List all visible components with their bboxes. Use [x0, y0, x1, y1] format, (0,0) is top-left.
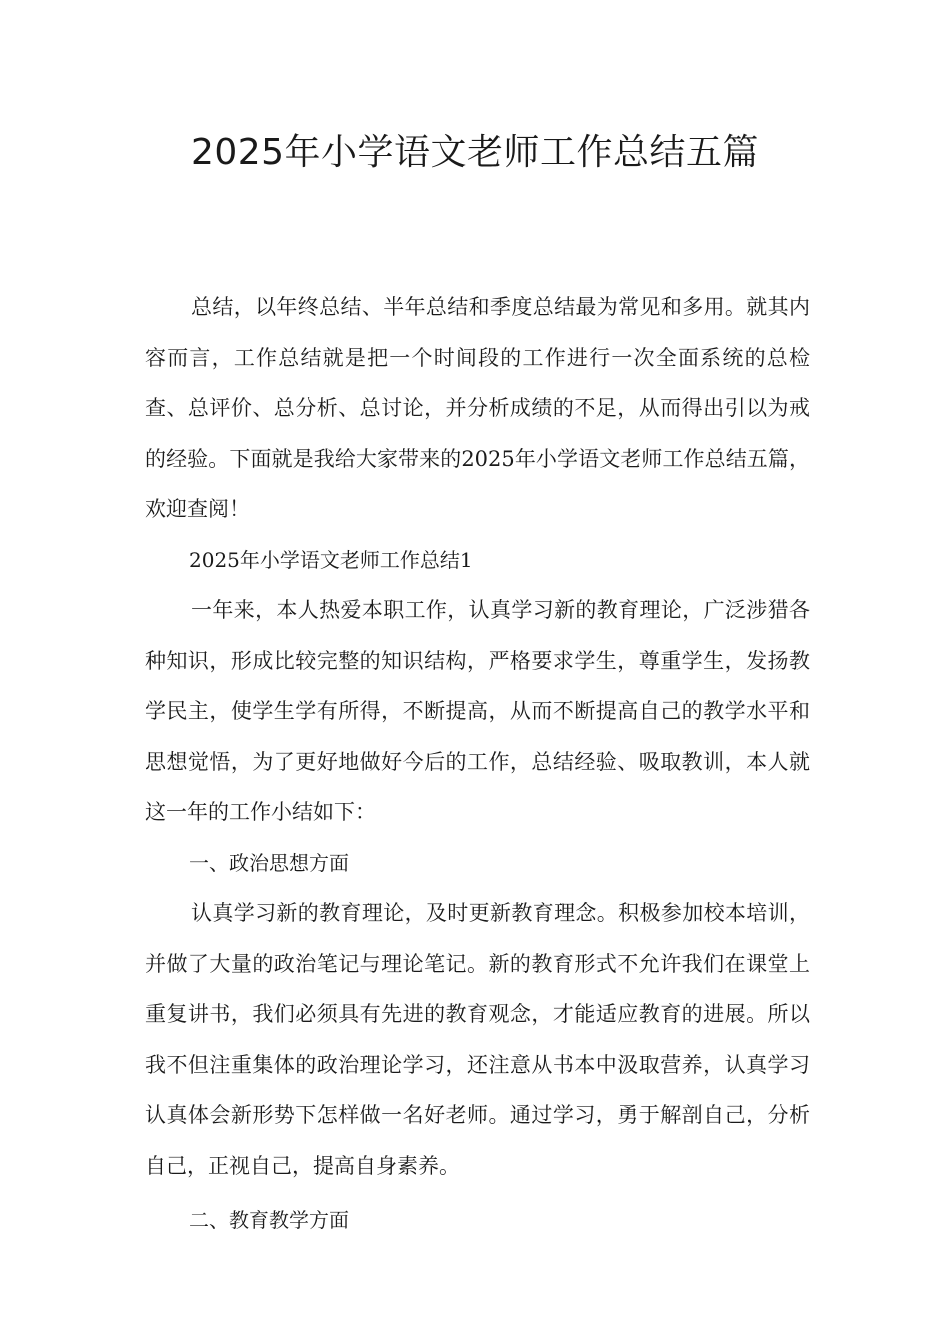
heading-teaching: 二、教育教学方面 — [189, 1208, 349, 1232]
section-1-paragraph: 一年来，本人热爱本职工作，认真学习新的教育理论，广泛涉猎各种知识，形成比较完整的知识结构，严格要求学生，尊重学生，发扬教学民主，使学生学有所得，不断提高，从而不断提高自己的教学水平和思想觉悟，为了更好地做好今后的工作，总结经验、吸取教训，本人就这一年的工作小结如下： — [145, 598, 810, 824]
document-body — [145, 282, 810, 1246]
political-thought-paragraph: 认真学习新的教育理论，及时更新教育理念。积极参加校本培训，并做了大量的政治笔记与理论笔记。新的教育形式不允许我们在课堂上重复讲书，我们必须具有先进的教育观念，才能适应教育的进展。所以我不但注重集体的政治理论学习，还注意从书本中汲取营养，认真学习认真体会新形势下怎样做一名好老师。通过学习，勇于解剖自己，分析自己，正视自己，提高自身素养。 — [145, 901, 810, 1178]
document-title: 2025年小学语文老师工作总结五篇 — [190, 132, 760, 173]
heading-political-thought: 一、政治思想方面 — [189, 850, 349, 875]
section-1-title: 2025年小学语文老师工作总结1 — [189, 547, 473, 572]
intro-paragraph: 总结，以年终总结、半年总结和季度总结最为常见和多用。就其内容而言，工作总结就是把一个时间段的工作进行一次全面系统的总检查、总评价、总分析、总讨论，并分析成绩的不足，从而得出引以为戒的经验。下面就是我给大家带来的2025年小学语文老师工作总结五篇，欢迎查阅！ — [145, 295, 810, 521]
